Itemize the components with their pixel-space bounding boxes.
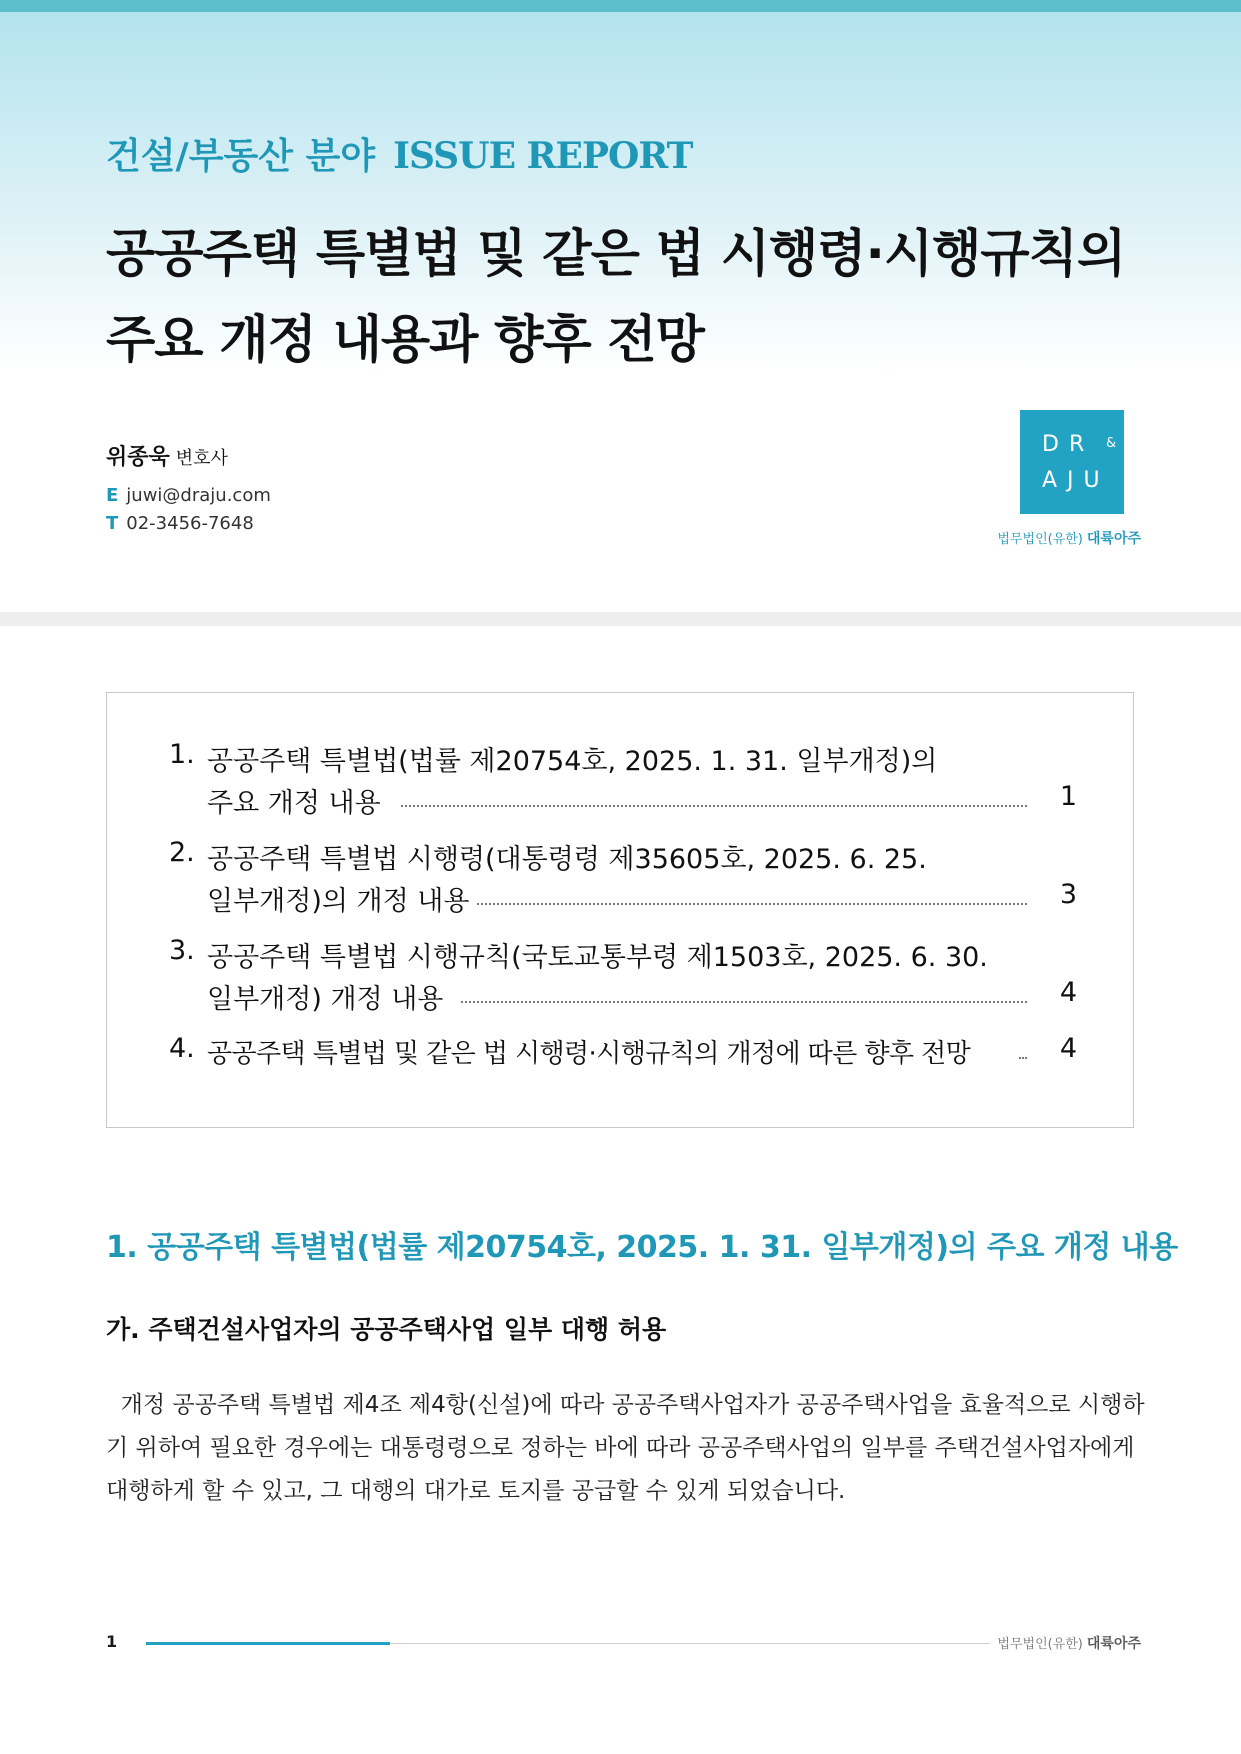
logo-caption-name: 대륙아주 [1086, 531, 1141, 547]
footer-brand-prefix: 법무법인(유한) [997, 1637, 1083, 1652]
series-english: ISSUE REPORT [393, 135, 693, 177]
footer-brand-name: 대륙아주 [1086, 1636, 1141, 1652]
logo-caption [997, 528, 1141, 548]
phone-value: 02-3456-7648 [126, 513, 254, 534]
toc-item-title-line-2: 일부개정)의 개정 내용 [207, 886, 470, 917]
firm-logo [1020, 410, 1124, 514]
toc-dot-leader [1019, 1057, 1027, 1059]
paragraph-line-1: 개정 공공주택 특별법 제4조 제4항(신설)에 따라 공공주택사업자가 공공주택사업을 효율적으로 시행하 [106, 1392, 1145, 1418]
toc-item-page: 4 [1059, 977, 1077, 1008]
toc-item-number: 1. [169, 739, 195, 770]
report-series [106, 128, 692, 179]
email-key: E [106, 485, 119, 506]
toc-dot-leader [477, 903, 1027, 905]
title-line-2: 주요 개정 내용과 향후 전망 [106, 311, 704, 370]
section-1-subheading: 가. 주택건설사업자의 공공주택사업 일부 대행 허용 [106, 1315, 667, 1344]
toc-item-number: 2. [169, 837, 195, 868]
footer-page-number: 1 [106, 1632, 118, 1651]
header-divider [0, 612, 1241, 626]
footer-rule [390, 1643, 990, 1644]
toc-dot-leader [401, 805, 1027, 807]
toc-item-1[interactable] [169, 739, 1077, 819]
author-name: 위종욱 [106, 445, 170, 470]
logo-line-1: DR [1042, 432, 1095, 457]
toc-item-3[interactable] [169, 935, 1077, 1015]
paragraph-line-2: 기 위하여 필요한 경우에는 대통령령으로 정하는 바에 따라 공공주택사업의 일부를 주택건설사업자에게 [106, 1435, 1135, 1461]
toc-item-page: 1 [1059, 781, 1077, 812]
logo-ampersand: & [1106, 436, 1117, 451]
toc-dot-leader [461, 1001, 1027, 1003]
title-line-1: 공공주택 특별법 및 같은 법 시행령·시행규칙의 [106, 225, 1126, 284]
paragraph-line-3: 대행하게 할 수 있고, 그 대행의 대가로 토지를 공급할 수 있게 되었습니다. [106, 1478, 846, 1504]
toc-item-title-line-1: 공공주택 특별법 시행규칙(국토교통부령 제1503호, 2025. 6. 30. [207, 942, 988, 973]
toc-item-number: 4. [169, 1033, 195, 1064]
section-1-paragraph [106, 1384, 1145, 1513]
toc-item-page: 4 [1059, 1033, 1077, 1064]
logo-caption-prefix: 법무법인(유한) [997, 532, 1083, 547]
logo-line-2: AJU [1042, 468, 1110, 493]
top-accent-bar [0, 0, 1241, 12]
toc-item-page: 3 [1059, 879, 1077, 910]
phone-key: T [106, 513, 119, 534]
author-phone [106, 513, 254, 534]
page-title [106, 212, 1166, 384]
author-email[interactable] [106, 485, 271, 506]
toc-item-4[interactable] [169, 1033, 1077, 1073]
footer-accent-line [146, 1642, 390, 1645]
toc-item-title-line-1: 공공주택 특별법 및 같은 법 시행령·시행규칙의 개정에 따른 향후 전망 [207, 1039, 971, 1069]
series-korean: 건설/부동산 분야 [106, 136, 376, 177]
toc-item-title-line-1: 공공주택 특별법 시행령(대통령령 제35605호, 2025. 6. 25. [207, 844, 927, 875]
section-1-heading: 1. 공공주택 특별법(법률 제20754호, 2025. 1. 31. 일부개정)의 주요 개정 내용 [106, 1230, 1178, 1265]
footer-brand [997, 1633, 1141, 1653]
author [106, 440, 228, 471]
author-role: 변호사 [175, 448, 228, 469]
toc-item-title-line-1: 공공주택 특별법(법률 제20754호, 2025. 1. 31. 일부개정)의 [207, 746, 938, 777]
toc-item-number: 3. [169, 935, 195, 966]
toc-item-title-line-2: 주요 개정 내용 [207, 788, 381, 819]
toc-item-title-line-2: 일부개정) 개정 내용 [207, 984, 444, 1015]
email-value: juwi@draju.com [126, 485, 271, 506]
toc-item-2[interactable] [169, 837, 1077, 917]
table-of-contents [106, 692, 1134, 1128]
